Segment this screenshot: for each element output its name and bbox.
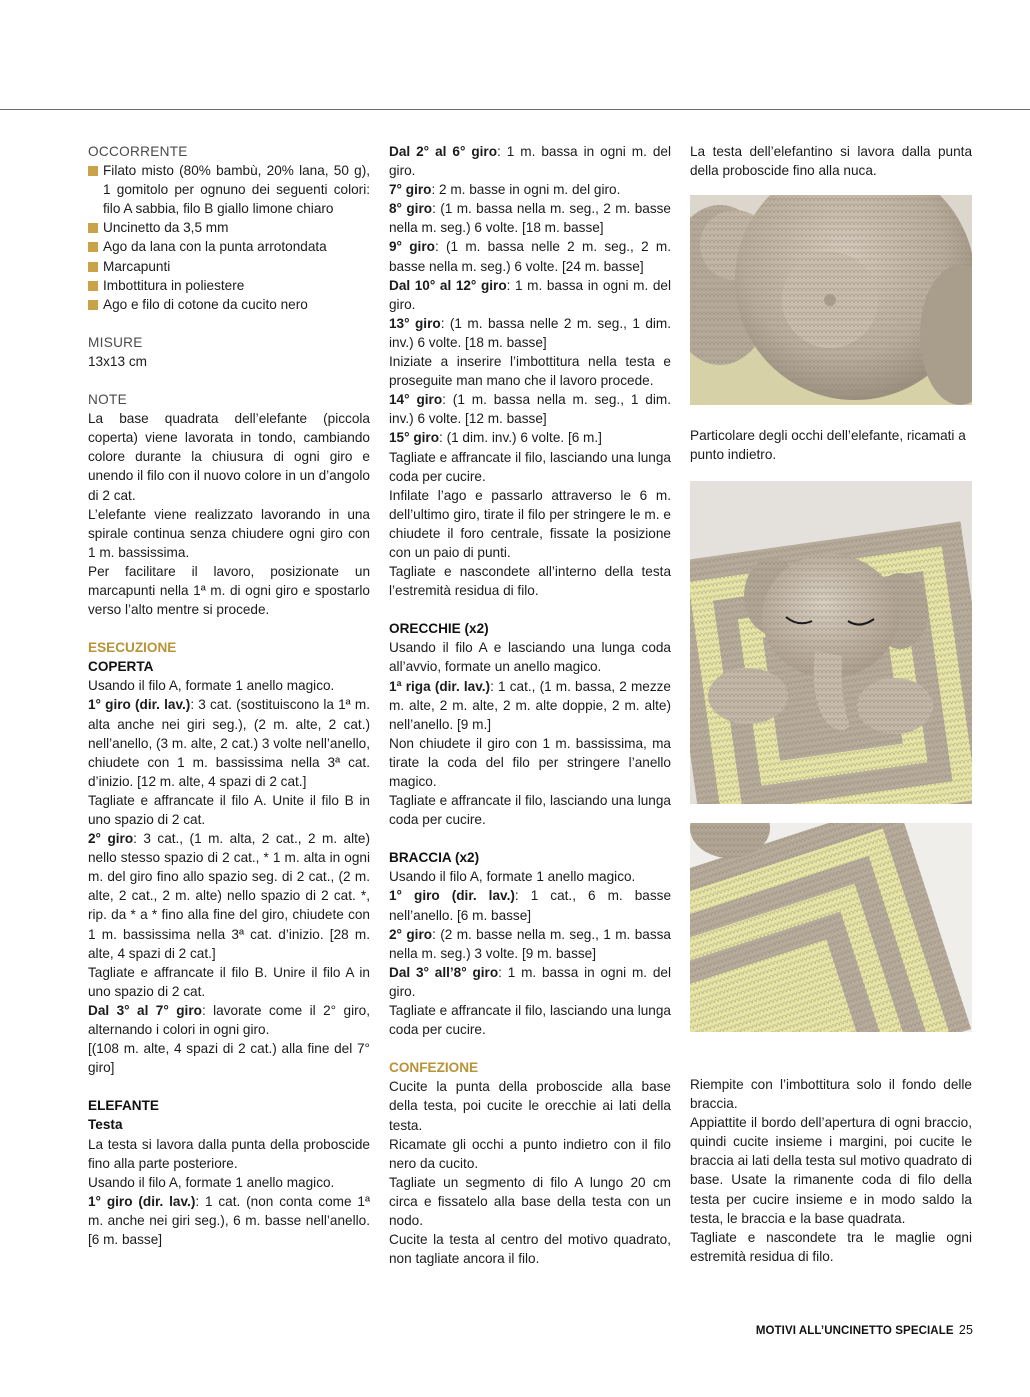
page-footer [756,1323,973,1337]
column-right-intro [690,142,972,180]
note-paragraph: La base quadrata dell’elefante (piccola coperta) viene lavorata in tondo, cambiando colore durante la chiusura di ogni giro e unendo il filo con il nuovo colore in un d’angolo di 2 cat. [88,411,370,503]
misure-title: MISURE [88,334,143,350]
esecuzione-title: ESECUZIONE [88,640,177,656]
instruction-row: 15° giro: (1 dim. inv.) 6 volte. [6 m.] [389,430,602,446]
bullet-square-icon [88,223,98,233]
coperta-title: COPERTA [88,659,154,675]
bullet-square-icon [88,281,98,291]
end-paragraph: Riempite con l’imbottitura solo il fondo delle braccia. [690,1077,972,1112]
instruction-note: Tagliate e affrancate il filo B. Unire il filo A in uno spazio di 2 cat. [88,964,370,999]
photo-caption: Particolare degli occhi dell’elefante, ricamati a punto indietro. [690,428,966,463]
photo-elephant-head-image [690,195,972,405]
instruction-note: Infilate l’ago e passarlo attraverso le 6 m. dell’ultimo giro, tirate il filo per stringere le m. e chiudete il foro centrale, fissate la posizione con un paio di punti. [389,487,671,560]
instruction-row: Dal 10° al 12° giro: 1 m. bassa in ogni m. del giro. [389,277,671,312]
instruction-row: Dal 3° all’8° giro: 1 m. bassa in ogni m. del giro. [389,964,672,999]
material-item: Imbottitura in poliestere [88,276,370,295]
confezione-paragraph: Tagliate un segmento di filo A lungo 20 cm circa e fissatelo alla base della testa con un nodo. [389,1174,671,1228]
instruction-row: 1° giro (dir. lav.): 3 cat. (sostituiscono la 1ª m. alta anche nei giri seg.), (2 m. alte, 2 cat.) nell’anello, (3 m. alte, 2 cat.) 3 volte nell’anello, chiudete con 1 m. bassissima nella 3ª cat. d’inizio. [12 m. alte, 4 spazi di 2 cat.] [88,697,370,789]
instruction-row: 7° giro: 2 m. basse in ogni m. del giro. [389,182,621,198]
instruction-note: Tagliate e affrancate il filo, lasciando una lunga coda per cucire. [389,1003,671,1038]
photo-elephant-head [690,195,972,405]
end-paragraph: Tagliate e nascondete tra le maglie ogni estremità residua di filo. [690,1229,972,1264]
instruction-row: Dal 2° al 6° giro: 1 m. bassa in ogni m. del giro. [389,144,671,179]
instruction-row: 13° giro: (1 m. bassa nelle 2 m. seg., 1 dim. inv.) 6 volte. [18 m. basse] [389,315,672,350]
instruction-note: Tagliate e affrancate il filo, lasciando una lunga coda per cucire. [389,793,671,828]
materials-list [88,161,370,314]
orecchie-intro: Usando il filo A e lasciando una lunga coda all’avvio, formate un anello magico. [389,640,671,675]
coperta-intro: Usando il filo A, formate 1 anello magico. [88,678,335,694]
photo-blanket-corner [690,823,972,1032]
end-paragraph: Appiattite il bordo dell’apertura di ogni braccio, quindi cucite insieme i margini, poi cucite le braccia ai lati della testa sul motivo quadrato di base. Usate la rimanente coda di filo della testa per cucire insieme e in modo saldo la testa, le braccia e la base quadrata. [690,1115,972,1226]
instruction-row: Dal 3° al 7° giro: lavorate come il 2° giro, alternando i colori in ogni giro. [88,1002,371,1038]
instruction-note: Tagliate e affrancate il filo, lasciando una lunga coda per cucire. [389,449,671,484]
instruction-row: 1° giro (dir. lav.): 1 cat. (non conta come 1ª m. anche nei giri seg.), 6 m. basse nell’anello. [6 m. basse] [88,1193,370,1247]
instruction-note: Iniziate a inserire l’imbottitura nella testa e proseguite man mano che il lavoro procede. [389,354,671,389]
instruction-row: 9° giro: (1 m. bassa nelle 2 m. seg., 2 m. basse nella m. seg.) 6 volte. [24 m. basse] [389,239,671,274]
note-paragraph: L’elefante viene realizzato lavorando in una spirale continua senza chiudere ogni giro con 1 m. bassissima. [88,506,370,560]
instruction-note: Tagliate e affrancate il filo A. Unite il filo B in uno spazio di 2 cat. [88,792,370,827]
confezione-paragraph: Cucite la testa al centro del motivo quadrato, non tagliate ancora il filo. [389,1232,671,1267]
testa-title: Testa [88,1117,123,1133]
testa-intro: Usando il filo A, formate 1 anello magico. [88,1174,335,1190]
bullet-square-icon [88,262,98,272]
note-paragraph: Per facilitare il lavoro, posizionate un marcapunti nella 1ª m. di ogni giro e spostarlo verso l’alto mentre si procede. [88,563,370,618]
instruction-note: Tagliate e nascondete all’interno della testa l’estremità residua di filo. [389,564,671,599]
page-number: 25 [958,1323,973,1337]
elefante-title: ELEFANTE [88,1098,159,1114]
bullet-square-icon [88,300,98,310]
instruction-row: 1° giro (dir. lav.): 1 cat., 6 m. basse nell’anello. [6 m. basse] [389,888,672,923]
column-middle [389,142,671,1268]
bullet-square-icon [88,242,98,252]
intro-text: La testa dell’elefantino si lavora dalla punta della proboscide fino alla nuca. [690,144,972,179]
photo-blanket-corner-image [690,823,972,1032]
confezione-paragraph: Cucite la punta della proboscide alla base della testa, poi cucite le orecchie ai lati della testa. [389,1079,671,1133]
photo-elephant-on-blanket [690,481,972,804]
material-item: Ago e filo di cotone da cucito nero [88,295,370,314]
instruction-row: 14° giro: (1 m. bassa nella m. seg., 1 dim. inv.) 6 volte. [12 m. basse] [389,392,671,427]
header-rule [0,109,1030,110]
misure-value: 13x13 cm [88,353,147,369]
occorrente-title: OCCORRENTE [88,144,188,159]
material-item: Uncinetto da 3,5 mm [88,218,370,237]
braccia-intro: Usando il filo A, formate 1 anello magico. [389,869,636,885]
braccia-title: BRACCIA (x2) [389,850,480,866]
instruction-note: [(108 m. alte, 4 spazi di 2 cat.) alla fine del 7° giro] [88,1041,370,1076]
note-title: NOTE [88,392,127,408]
testa-intro: La testa si lavora dalla punta della proboscide fino alla parte posteriore. [88,1136,370,1171]
material-item: Marcapunti [88,257,370,276]
bullet-square-icon [88,166,98,176]
instruction-row: 2° giro: 3 cat., (1 m. alta, 2 cat., 2 m. alte) nello stesso spazio di 2 cat., * 1 m. alta in ogni m. del giro fino allo spazio seg. di 2 cat., (2 m. alte, 2 cat., 2 m. alte) nello spazio di 2 cat. *, rip. da * a * fino alla fine del giro, chiudete con 1 m. bassissima nella 3ª cat. d’inizio. [28 m. alte, 4 spazi di 2 cat.] [88,831,370,961]
footer-title: MOTIVI ALL’UNCINETTO SPECIALE [755,1325,954,1337]
instruction-row: 1ª riga (dir. lav.): 1 cat., (1 m. bassa, 2 mezze m. alte, 2 m. alte, 2 m. alte doppie, 2 m. alte) nell’anello. [9 m.] [389,678,671,732]
instruction-note: Non chiudete il giro con 1 m. bassissima, ma tirate la coda del filo per stringere l’anello magico. [389,735,671,789]
instruction-row: 8° giro: (1 m. bassa nella m. seg., 2 m. basse nella m. seg.) 6 volte. [18 m. basse] [389,201,671,236]
confezione-title: CONFEZIONE [389,1060,479,1076]
column-left [88,142,370,1249]
orecchie-title: ORECCHIE (x2) [389,621,489,637]
material-item: Ago da lana con la punta arrotondata [88,237,370,256]
material-item: Filato misto (80% bambù, 20% lana, 50 g), 1 gomitolo per ognuno dei seguenti colori: filo A sabbia, filo B giallo limone chiaro [88,161,370,218]
confezione-paragraph: Ricamate gli occhi a punto indietro con il filo nero da cucito. [389,1136,671,1171]
instruction-row: 2° giro: (2 m. basse nella m. seg., 1 m. bassa nella m. seg.) 3 volte. [9 m. basse] [389,926,671,961]
photo-elephant-on-blanket-image [690,481,972,804]
column-right-end [690,1075,972,1266]
